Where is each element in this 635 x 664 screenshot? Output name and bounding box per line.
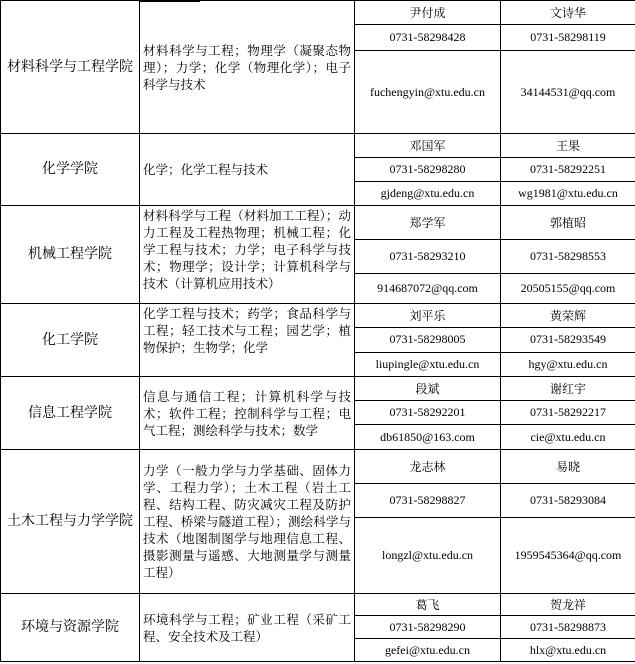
college-name: 环境与资源学院 (1, 594, 140, 662)
contact-phone: 0731-58298553 (501, 240, 635, 274)
contact-email: hlx@xtu.edu.cn (501, 639, 635, 662)
contact-name: 郭植昭 (501, 206, 635, 240)
contact-name: 易晓 (501, 450, 635, 484)
contact-name: 贺龙祥 (501, 594, 635, 616)
majors-cell: 信息与通信工程；计算机科学与技术；软件工程；控制科学与工程；电气工程；测绘科学与技术；数学 (140, 377, 355, 450)
table-row (1, 1, 635, 25)
majors-cell (140, 206, 355, 304)
majors-cell: 化学；化学工程与技术 (140, 134, 355, 206)
contact-email: 1959545364@qq.com (501, 518, 635, 594)
contact-email: cie@xtu.edu.cn (501, 425, 635, 450)
contact-phone: 0731-58293549 (501, 328, 635, 352)
contact-phone: 0731-58298290 (355, 616, 501, 639)
contact-email: gjdeng@xtu.edu.cn (355, 182, 501, 206)
contact-email: wg1981@xtu.edu.cn (501, 182, 635, 206)
majors-cell (140, 304, 355, 377)
contact-email: liupingle@xtu.edu.cn (355, 352, 501, 376)
contact-name: 龙志林 (355, 450, 501, 484)
contact-name: 尹付成 (355, 1, 501, 25)
majors-cell: 环境科学与工程；矿业工程（采矿工程、安全技术及工程） (140, 594, 355, 662)
contact-email: 34144531@qq.com (501, 51, 635, 134)
college-name: 信息工程学院 (1, 377, 140, 450)
contact-name: 刘平乐 (355, 304, 501, 328)
table-row (1, 594, 635, 616)
contact-email: 20505155@qq.com (501, 274, 635, 304)
college-name: 土木工程与力学学院 (1, 450, 140, 594)
table-row (1, 304, 635, 328)
table-row (1, 377, 635, 401)
contact-name: 葛飞 (355, 594, 501, 616)
majors-cell: 力学（一般力学与力学基础、固体力学、工程力学）；土木工程（岩土工程、结构工程、防灾减灾工程及防护工程、桥梁与隧道工程）；测绘科学与技术（地图制图学与地理信息工程、摄影测量与遥感、大地测量学与测量工程） (140, 450, 355, 594)
contact-email: 914687072@qq.com (355, 274, 501, 304)
contact-phone: 0731-58292217 (501, 401, 635, 425)
contact-name: 邓国军 (355, 134, 501, 158)
contact-name: 郑学军 (355, 206, 501, 240)
college-name: 机械工程学院 (1, 206, 140, 304)
college-name: 化学学院 (1, 134, 140, 206)
college-name: 化工学院 (1, 304, 140, 377)
contact-name: 谢红宇 (501, 377, 635, 401)
contact-email: db61850@163.com (355, 425, 501, 450)
table-row (1, 206, 635, 240)
contact-name: 王果 (501, 134, 635, 158)
table-row (1, 450, 635, 484)
contact-email: longzl@xtu.edu.cn (355, 518, 501, 594)
contact-email: gefei@xtu.edu.cn (355, 639, 501, 662)
college-name: 材料科学与工程学院 (1, 1, 140, 134)
contact-email: fuchengyin@xtu.edu.cn (355, 51, 501, 134)
contact-phone: 0731-58293084 (501, 484, 635, 518)
contact-phone: 0731-58292251 (501, 158, 635, 182)
contact-phone: 0731-58293210 (355, 240, 501, 274)
contact-email: hgy@xtu.edu.cn (501, 352, 635, 376)
majors-text: 材料科学与工程（材料加工工程）；动力工程及工程热物理；机械工程；化学工程与技术；力学；电子科学与技术；物理学；设计学；计算机科学与技术（计算机应用技术） (143, 208, 351, 291)
contact-phone: 0731-58298119 (501, 25, 635, 51)
contact-phone: 0731-58298873 (501, 616, 635, 639)
contact-phone: 0731-58292201 (355, 401, 501, 425)
majors-cell: 材料科学与工程；物理学（凝聚态物理）；力学；化学（物理化学）；电子科学与技术 (140, 1, 355, 134)
contact-phone: 0731-58298428 (355, 25, 501, 51)
contact-name: 段斌 (355, 377, 501, 401)
contact-name: 文诗华 (501, 1, 635, 25)
majors-text: 化学工程与技术；药学；食品科学与工程；轻工技术与工程；园艺学；植物保护；生物学；化学 (143, 306, 351, 355)
contact-name: 黄荣辉 (501, 304, 635, 328)
contact-phone: 0731-58298827 (355, 484, 501, 518)
contact-phone: 0731-58298005 (355, 328, 501, 352)
table-row (1, 134, 635, 158)
contact-phone: 0731-58298280 (355, 158, 501, 182)
